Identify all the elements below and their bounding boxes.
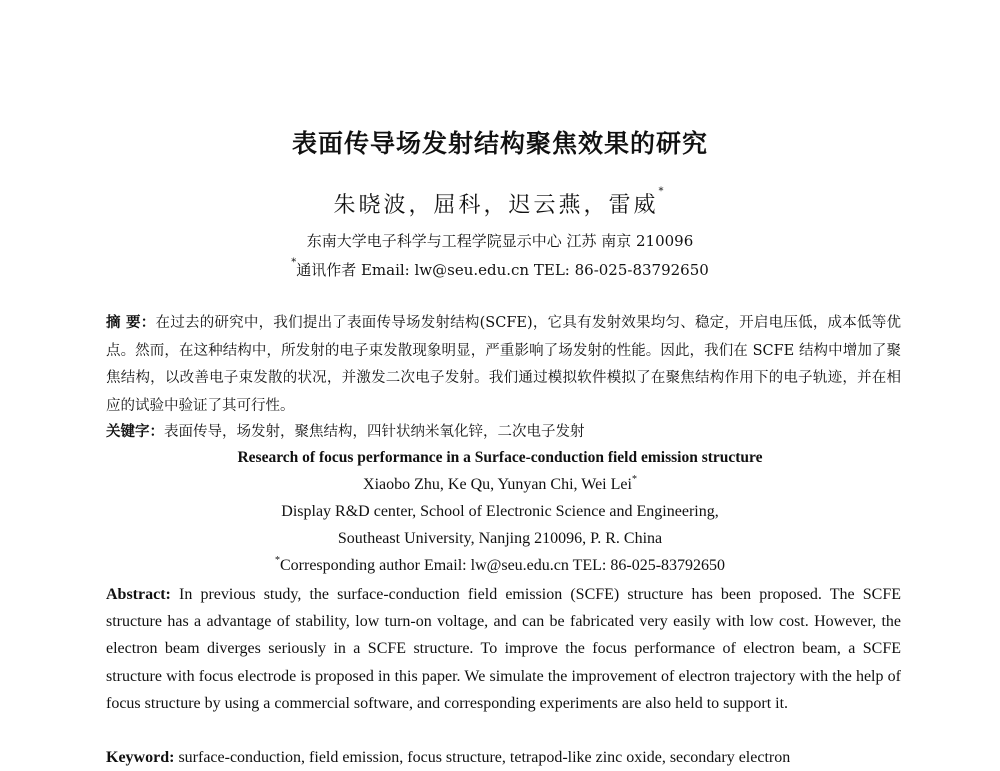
english-affiliation-line2: Southeast University, Nanjing 210096, P. R. China — [337, 530, 663, 547]
english-title: Research of focus performance in a Surface-conduction field emission structure — [237, 449, 763, 466]
english-contact-mark: * — [274, 555, 280, 566]
english-authors-text: Xiaobo Zhu, Ke Qu, Yunyan Chi, Wei Lei — [363, 476, 632, 493]
english-keywords-label: Keyword: — [106, 749, 175, 766]
chinese-contact-text: 通讯作者 Email: lw@seu.edu.cn TEL: 86-025-83792650 — [296, 261, 709, 279]
english-affiliation-line1: Display R&D center, School of Electronic Science and Engineering, — [281, 503, 719, 520]
chinese-authors-text: 朱晓波，屈科，迟云燕，雷威 — [333, 193, 659, 218]
chinese-keywords-label: 关键字： — [106, 423, 164, 440]
english-authors — [0, 476, 1000, 494]
english-contact-text: Corresponding author Email: lw@seu.edu.cn TEL: 86-025-83792650 — [279, 557, 726, 574]
chinese-abstract-label: 摘 要： — [106, 314, 156, 331]
chinese-abstract — [106, 309, 901, 420]
chinese-author-mark: * — [658, 186, 667, 197]
english-abstract-label: Abstract: — [106, 586, 171, 603]
english-contact — [0, 557, 1000, 575]
chinese-affiliation: 东南大学电子科学与工程学院显示中心 江苏 南京 210096 — [306, 232, 694, 250]
chinese-keywords — [106, 420, 901, 444]
chinese-title: 表面传导场发射结构聚焦效果的研究 — [291, 129, 708, 158]
chinese-contact — [0, 259, 1000, 280]
chinese-authors — [0, 188, 1000, 219]
english-abstract — [106, 581, 901, 717]
chinese-keywords-text: 表面传导，场发射，聚焦结构，四针状纳米氧化锌，二次电子发射 — [164, 424, 585, 440]
chinese-abstract-text: 在过去的研究中，我们提出了表面传导场发射结构(SCFE)，它具有发射效果均匀、稳定，开启电压低，成本低等优点。然而，在这种结构中，所发射的电子束发散现象明显，严重影响了场发射的性能。因此，我们在 SCFE 结构中增加了聚焦结构，以改善电子束发散的状况，并激发二次电子发射。我们通过模拟软件模拟了在聚焦结构作用下的电子轨迹，并在相应的试验中验证了其可行性。 — [106, 315, 901, 414]
english-keywords-text: surface-conduction, field emission, focus structure, tetrapod-like zinc oxide, secondary electron — [178, 749, 791, 766]
chinese-contact-mark: * — [291, 257, 297, 268]
english-keywords — [106, 744, 901, 771]
english-abstract-text: In previous study, the surface-conduction field emission (SCFE) structure has been proposed. The SCFE structure has a advantage of stability, low turn-on voltage, and can be fabricated very easily with low cost. However, the electron beam diverges seriously in a SCFE structure. To improve the focus performance of electron beam, a SCFE structure with focus electrode is proposed in this paper. We simulate the improvement of electron trajectory with the help of focus structure by using a commercial software, and corresponding experiments are also held to support it. — [106, 586, 902, 712]
english-author-mark: * — [631, 474, 637, 485]
